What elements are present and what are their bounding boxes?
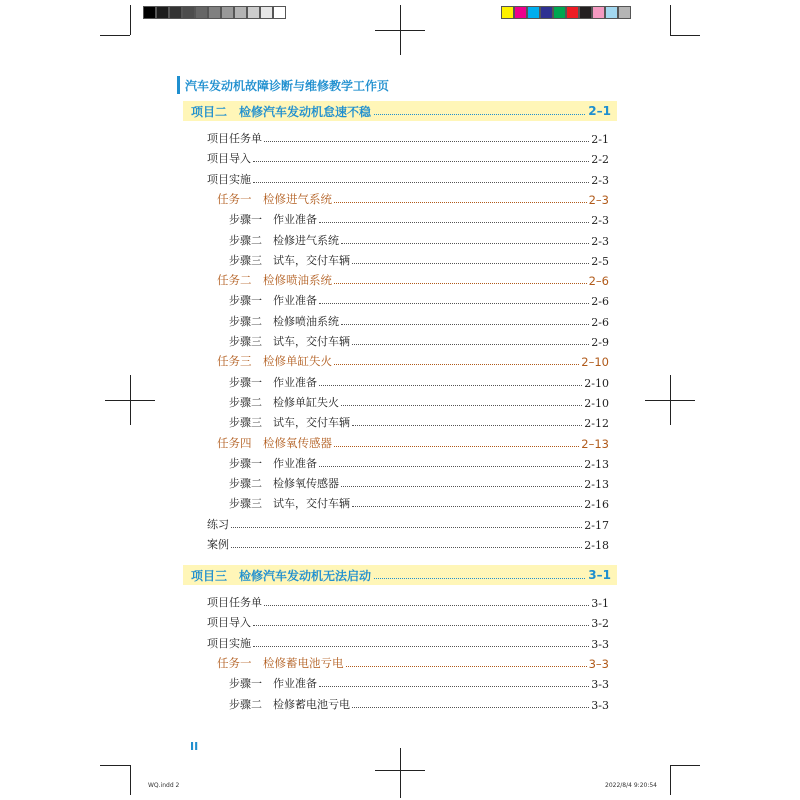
running-header-title: 汽车发动机故障诊断与维修教学工作页 [185,79,390,93]
leader-dots [319,302,589,304]
toc-task-entry[interactable] [217,187,609,207]
toc-page: 3–1 [588,568,611,582]
toc-title: 步骤二 检修蓄电池亏电 [229,697,350,711]
toc-project-heading[interactable] [183,101,617,121]
toc-entry[interactable] [207,590,609,610]
toc-title: 步骤二 检修单缸失火 [229,395,339,409]
toc-page: 2-10 [584,396,609,410]
date-slug: 2022/8/4 9:20:54 [605,782,657,789]
toc-title: 任务一 检修蓄电池亏电 [217,655,344,670]
toc-title: 任务三 检修单缸失火 [217,354,332,369]
color-swatch [501,6,514,19]
leader-dots [374,578,585,579]
toc-step-entry[interactable] [229,671,609,691]
toc-page: 2-6 [591,315,609,329]
toc-page: 2-1 [591,133,609,146]
crop-mark [130,765,131,795]
color-swatch [514,6,527,19]
toc-page: 3-3 [591,698,609,712]
toc-step-entry[interactable] [229,288,609,308]
toc-task-entry[interactable] [217,349,609,369]
toc-title: 项目导入 [207,152,251,166]
toc-page: 2-6 [591,295,609,309]
leader-dots [352,343,589,345]
toc-step-entry[interactable] [229,370,609,390]
toc-step-entry[interactable] [229,329,609,349]
toc-step-entry[interactable] [229,451,609,471]
color-swatch [540,6,553,19]
toc-title: 项目实施 [207,172,251,186]
leader-dots [352,262,589,264]
toc-title: 步骤三 试车，交付车辆 [229,416,350,430]
toc-task-entry[interactable] [217,431,609,451]
toc-page: 2–13 [581,436,609,451]
toc-entry[interactable] [207,126,609,146]
color-swatch [169,6,182,19]
toc-page: 3–3 [588,656,609,671]
toc-entry[interactable] [207,631,609,651]
registration-mark [670,375,671,425]
toc-step-entry[interactable] [229,471,609,491]
color-swatch [208,6,221,19]
toc-page: 2-16 [584,498,609,512]
toc-title: 案例 [207,538,229,551]
toc-title: 项目实施 [207,636,251,650]
leader-dots [334,201,587,203]
leader-dots [352,424,582,426]
toc-task-entry[interactable] [217,268,609,288]
leader-dots [346,665,587,667]
leader-dots [264,140,589,142]
leader-dots [319,221,589,223]
leader-dots [231,526,582,528]
leader-dots [319,384,582,386]
gray-color-bar [143,6,286,19]
crop-mark [670,5,671,35]
toc-title: 步骤一 作业准备 [229,677,317,691]
color-swatch [618,6,631,19]
toc-title: 步骤一 作业准备 [229,375,317,389]
color-swatch [273,6,286,19]
toc-step-entry[interactable] [229,248,609,268]
toc-title: 步骤三 试车，交付车辆 [229,335,350,348]
leader-dots [374,114,585,115]
color-swatch [143,6,156,19]
toc-title: 步骤三 试车，交付车辆 [229,253,350,267]
toc-page: 2–1 [588,104,611,118]
toc-title: 步骤二 检修氧传感器 [229,477,339,491]
toc-page: 2-3 [591,214,609,228]
toc-page: 2-13 [584,457,609,471]
toc-title: 任务二 检修喷油系统 [217,273,332,288]
registration-mark [130,375,131,425]
leader-dots [253,181,589,183]
registration-mark [400,748,401,798]
toc-title: 项目任务单 [207,132,262,145]
toc-page: 2–6 [588,274,609,289]
color-swatch [592,6,605,19]
leader-dots [319,685,589,687]
leader-dots [334,445,579,447]
leader-dots [264,604,589,606]
toc-page: 2-3 [591,173,609,187]
toc-title: 步骤二 检修进气系统 [229,233,339,247]
toc-step-entry[interactable] [229,309,609,329]
toc-entry[interactable] [207,610,609,630]
toc-page: 2-5 [591,254,609,268]
leader-dots [352,706,589,708]
toc-page: 2-18 [584,539,609,552]
toc-step-entry[interactable] [229,491,609,511]
color-swatch [527,6,540,19]
toc-page: 2-10 [584,376,609,390]
toc-page: 3-1 [591,597,609,610]
toc-entry[interactable] [207,167,609,187]
toc-task-entry[interactable] [217,651,609,671]
process-color-bar [501,6,631,19]
toc-page: 2-2 [591,153,609,167]
toc-page: 2-3 [591,234,609,248]
color-swatch [260,6,273,19]
toc-project-heading[interactable] [183,565,617,585]
toc-title: 任务一 检修进气系统 [217,191,332,206]
color-swatch [221,6,234,19]
color-swatch [182,6,195,19]
toc-title: 步骤二 检修喷油系统 [229,314,339,328]
toc-step-entry[interactable] [229,207,609,227]
toc-page: 2–3 [588,192,609,207]
leader-dots [352,505,582,507]
toc-title: 项目二 检修汽车发动机怠速不稳 [191,104,372,119]
toc-title: 步骤一 作业准备 [229,456,317,470]
color-swatch [566,6,579,19]
toc-page: 2-9 [591,336,609,349]
leader-dots [319,465,582,467]
color-swatch [605,6,618,19]
toc-page: 3-2 [591,617,609,631]
leader-dots [253,160,589,162]
toc-step-entry[interactable] [229,390,609,410]
toc-title: 步骤一 作业准备 [229,294,317,308]
toc-page: 3-3 [591,678,609,692]
crop-mark [670,765,700,766]
toc-title: 项目三 检修汽车发动机无法启动 [191,568,372,583]
toc-entry[interactable] [207,512,609,532]
toc-title: 步骤三 试车，交付车辆 [229,497,350,511]
leader-dots [253,645,589,647]
toc-title: 项目任务单 [207,596,262,609]
color-swatch [579,6,592,19]
leader-dots [334,363,579,365]
leader-dots [341,323,589,325]
file-slug: WQ.indd 2 [148,782,180,789]
toc-title: 练习 [207,517,229,531]
toc-entry[interactable] [207,532,609,552]
color-swatch [553,6,566,19]
page-number: II [190,740,199,753]
crop-mark [100,35,130,36]
toc-step-entry[interactable] [229,692,609,712]
crop-mark [100,765,130,766]
toc-title: 步骤一 作业准备 [229,213,317,227]
toc-step-entry[interactable] [229,410,609,430]
color-swatch [247,6,260,19]
toc-title: 任务四 检修氧传感器 [217,435,332,450]
toc-page: 2-13 [584,478,609,492]
toc-page: 2-12 [584,417,609,431]
leader-dots [341,404,582,406]
toc-entry[interactable] [207,146,609,166]
color-swatch [156,6,169,19]
toc-page: 2-17 [584,518,609,532]
crop-mark [130,5,131,35]
toc-step-entry[interactable] [229,228,609,248]
crop-mark [670,765,671,795]
registration-mark [400,5,401,55]
toc-title: 项目导入 [207,616,251,630]
toc-page: 3-3 [591,637,609,651]
leader-dots [341,485,582,487]
color-swatch [195,6,208,19]
crop-mark [670,35,700,36]
leader-dots [341,242,589,244]
leader-dots [231,546,582,548]
color-swatch [234,6,247,19]
toc-page: 2–10 [581,355,609,370]
leader-dots [253,624,589,626]
header-accent-bar [177,76,180,94]
leader-dots [334,282,587,284]
